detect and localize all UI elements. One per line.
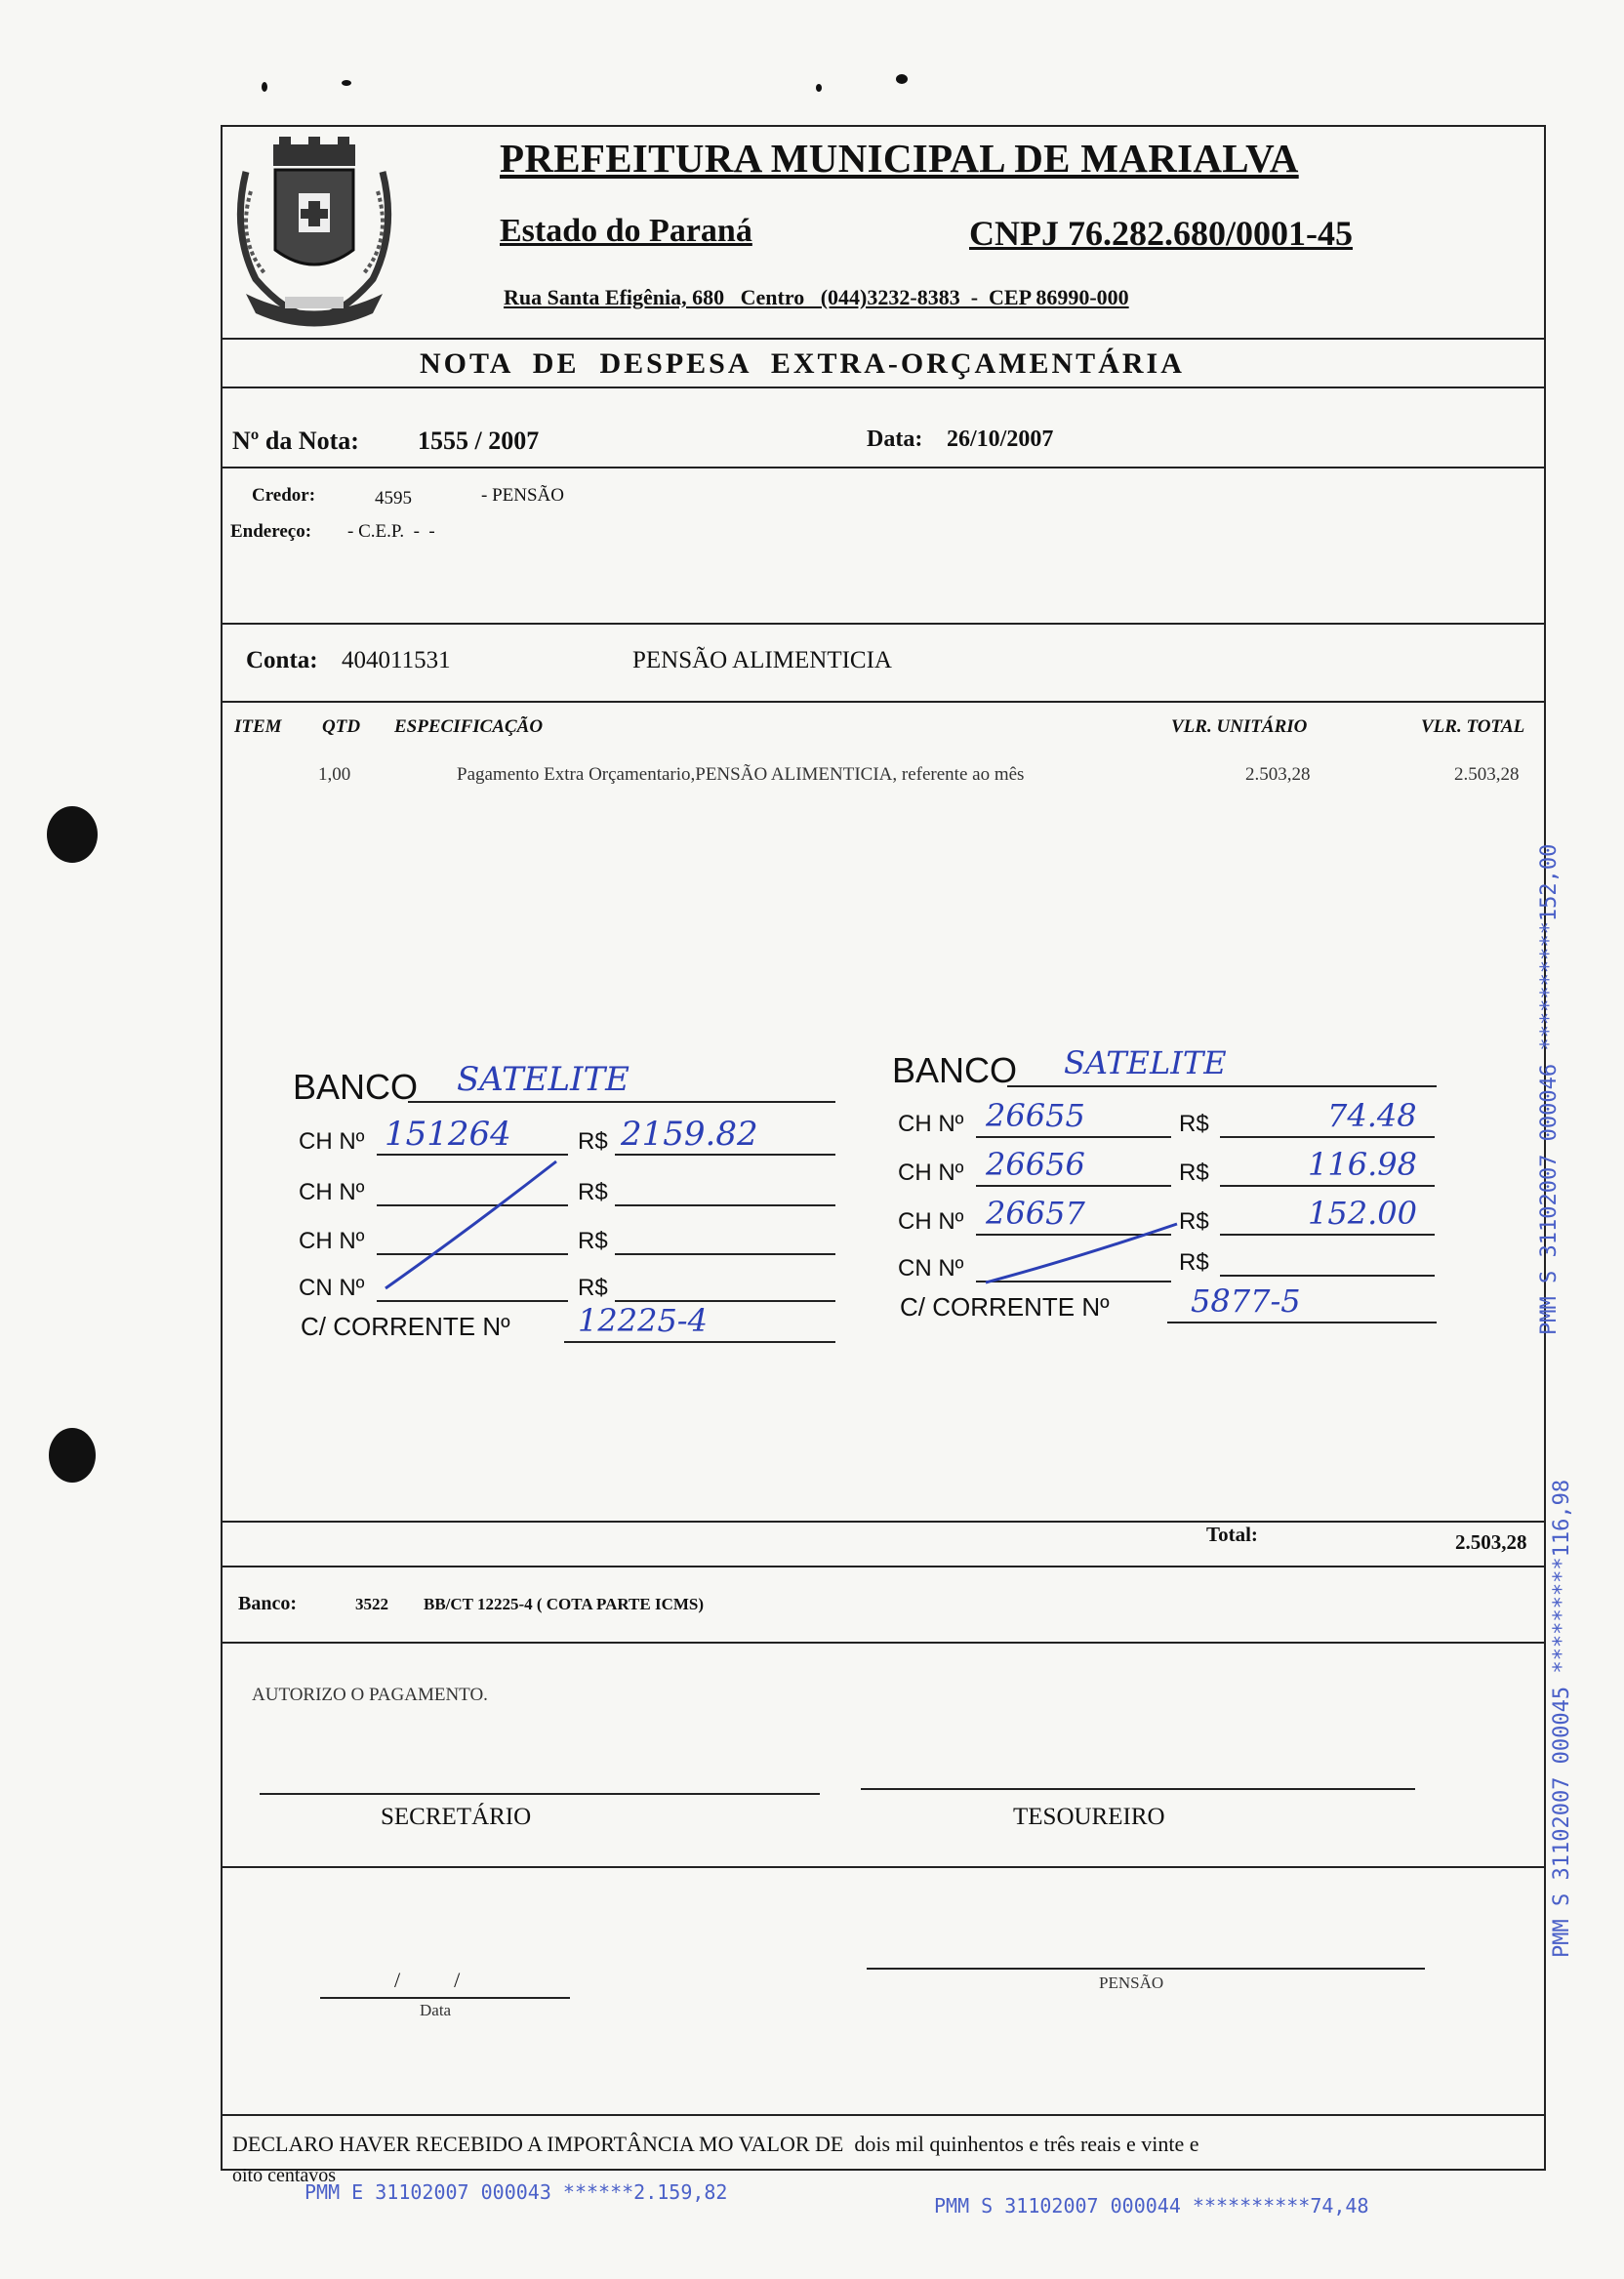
signature-label-tesoureiro: TESOUREIRO [1013, 1804, 1165, 1830]
banco-label: BANCO [892, 1050, 1018, 1090]
rs2-handwritten: 116.98 [1308, 1146, 1417, 1183]
col-header-total: VLR. TOTAL [1421, 716, 1525, 737]
col-header-qtd: QTD [322, 716, 361, 737]
note-date: 26/10/2007 [947, 427, 1054, 452]
stamp-vertical-top: PMM S 31102007 000046 **********152,00 [1537, 843, 1562, 1335]
cn-label: CN Nº [299, 1275, 365, 1301]
table-row-total: 2.503,28 [1454, 764, 1520, 785]
rs-label-2: R$ [1179, 1160, 1209, 1186]
speck [262, 82, 267, 92]
rs1-handwritten: 2159.82 [621, 1115, 758, 1154]
receipt-date-slashes: / / [394, 1968, 461, 1992]
divider [221, 623, 1546, 625]
rs3-handwritten: 152.00 [1308, 1195, 1417, 1232]
col-header-spec: ESPECIFICAÇÃO [394, 716, 544, 737]
table-row-qtd: 1,00 [318, 764, 351, 785]
ch-label-3: CH Nº [898, 1208, 964, 1235]
conta-handwritten: 5877-5 [1191, 1282, 1301, 1320]
divider [221, 1521, 1546, 1523]
punch-hole [49, 1428, 96, 1483]
signature-line-tesoureiro [861, 1788, 1415, 1790]
speck [816, 84, 822, 92]
punch-hole [47, 806, 98, 863]
ch1-handwritten: 151264 [385, 1115, 511, 1154]
stamp-vertical-bottom: PMM S 31102007 000045 *********116,98 [1550, 1479, 1574, 1958]
ch-label-2: CH Nº [898, 1160, 964, 1186]
receipt-signature-line [867, 1968, 1425, 1970]
receipt-date-label: Data [420, 2001, 452, 2019]
page-title: PREFEITURA MUNICIPAL DE MARIALVA [500, 136, 1299, 181]
cnpj: CNPJ 76.282.680/0001-45 [969, 214, 1353, 253]
ch-label-1: CH Nº [299, 1128, 365, 1155]
ch-label-2: CH Nº [299, 1179, 365, 1205]
document-title: NOTA DE DESPESA EXTRA-ORÇAMENTÁRIA [420, 347, 1185, 380]
signature-label-secretario: SECRETÁRIO [381, 1804, 532, 1830]
divider [221, 387, 1546, 388]
state-name: Estado do Paraná [500, 213, 752, 249]
speck [896, 74, 908, 84]
col-header-unit: VLR. UNITÁRIO [1171, 716, 1308, 737]
rs-label-3: R$ [1179, 1208, 1209, 1235]
date-label: Data: [867, 427, 923, 452]
account-label: Conta: [246, 647, 318, 673]
coat-of-arms-logo [226, 133, 402, 338]
bank-label: Banco: [238, 1593, 297, 1614]
signature-line-secretario [260, 1793, 820, 1795]
rs-label-2: R$ [578, 1179, 608, 1205]
col-header-item: ITEM [234, 716, 282, 737]
credor-code: 4595 [375, 488, 412, 509]
receipt-date-line [320, 1997, 570, 1999]
rs-label-1: R$ [1179, 1111, 1209, 1137]
cn-label: CN Nº [898, 1255, 964, 1282]
banco-label: BANCO [293, 1067, 419, 1107]
bank-description: BB/CT 12225-4 ( COTA PARTE ICMS) [424, 1595, 705, 1613]
divider [221, 1566, 1546, 1567]
ch1-handwritten: 26655 [986, 1097, 1085, 1134]
divider [221, 1866, 1546, 1868]
rs-label-1: R$ [578, 1128, 608, 1155]
banco-handwritten: SATELITE [457, 1060, 629, 1099]
total-label: Total: [1206, 1523, 1258, 1546]
conta-handwritten: 12225-4 [578, 1302, 708, 1339]
divider [221, 467, 1546, 468]
ch-label-1: CH Nº [898, 1111, 964, 1137]
total-value: 2.503,28 [1455, 1530, 1527, 1554]
bank-stamp-left [293, 1054, 839, 1366]
rs1-handwritten: 74.48 [1327, 1097, 1417, 1134]
divider [221, 701, 1546, 703]
note-number: 1555 / 2007 [418, 427, 540, 455]
account-number: 404011531 [342, 647, 451, 673]
conta-label: C/ CORRENTE Nº [900, 1292, 1110, 1322]
declaration-line-1: DECLARO HAVER RECEBIDO A IMPORTÂNCIA MO VALOR DE dois mil quinhentos e três reais e vinte e [232, 2132, 1199, 2156]
cross-out-stroke [888, 1042, 1444, 1335]
authorization-text: AUTORIZO O PAGAMENTO. [252, 1685, 488, 1705]
ch3-handwritten: 26657 [986, 1195, 1085, 1232]
ch2-handwritten: 26656 [986, 1146, 1085, 1183]
stamp-bottom-left: PMM E 31102007 000043 ******2.159,82 [304, 2180, 728, 2204]
speck [342, 80, 351, 86]
stamp-bottom-right: PMM S 31102007 000044 **********74,48 [934, 2194, 1369, 2218]
banco-handwritten: SATELITE [1064, 1044, 1227, 1081]
rs-label-4: R$ [1179, 1249, 1209, 1276]
credor-label: Credor: [252, 485, 316, 506]
ch-label-3: CH Nº [299, 1228, 365, 1254]
bank-stamp-right [888, 1042, 1444, 1335]
account-name: PENSÃO ALIMENTICIA [632, 647, 892, 673]
divider [221, 1642, 1546, 1644]
bank-code: 3522 [355, 1595, 388, 1613]
table-row-spec: Pagamento Extra Orçamentario,PENSÃO ALIMENTICIA, referente ao mês [457, 764, 1025, 785]
cross-out-stroke [293, 1054, 839, 1366]
table-row-unit: 2.503,28 [1245, 764, 1311, 785]
endereco-value: - C.E.P. - - [347, 521, 435, 542]
divider [221, 2114, 1546, 2116]
rs-label-3: R$ [578, 1228, 608, 1254]
divider [221, 338, 1546, 340]
declaration-line-2: oito centavos [232, 2165, 337, 2186]
address: Rua Santa Efigênia, 680 Centro (044)3232-8383 - CEP 86990-000 [504, 285, 1129, 309]
rs-label-4: R$ [578, 1275, 608, 1301]
credor-name: - PENSÃO [481, 485, 564, 506]
receipt-signature-label: PENSÃO [1099, 1974, 1164, 1992]
conta-label: C/ CORRENTE Nº [301, 1312, 510, 1341]
endereco-label: Endereço: [230, 521, 312, 542]
note-number-label: Nº da Nota: [232, 427, 359, 455]
